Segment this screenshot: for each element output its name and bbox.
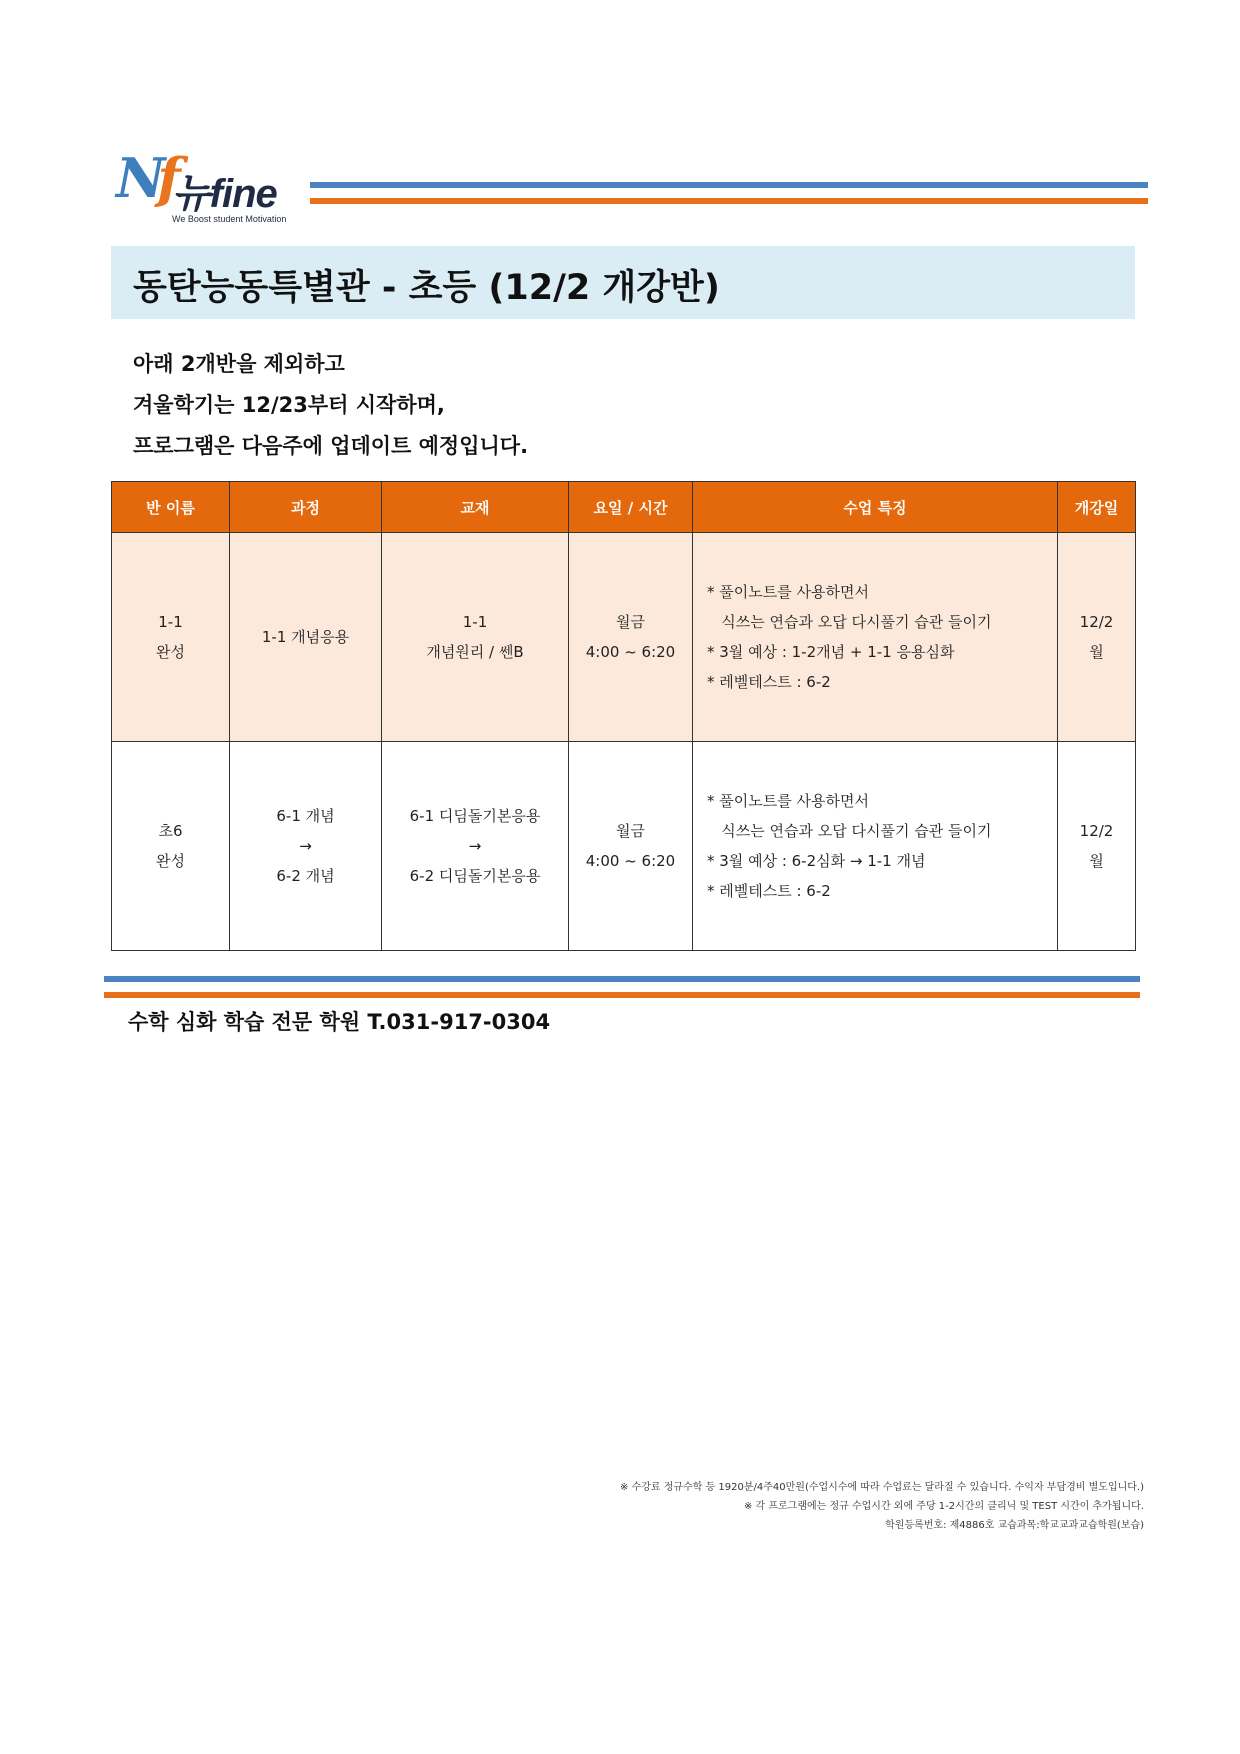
course-cell: 6-1 개념 → 6-2 개념 bbox=[230, 742, 382, 951]
fine-print-line: 학원등록번호: 제4886호 교습과목:학교교과교습학원(보습) bbox=[885, 1520, 1144, 1531]
intro-line: 겨울학기는 12/23부터 시작하며, bbox=[133, 393, 445, 417]
table-row bbox=[112, 533, 1136, 742]
course-cell: 1-1 개념응용 bbox=[230, 533, 382, 742]
start-date-cell: 12/2 월 bbox=[1058, 742, 1136, 951]
header-features: 수업 특징 bbox=[693, 482, 1058, 533]
table-header-row bbox=[112, 482, 1136, 533]
academy-contact: 수학 심화 학습 전문 학원 T.031-917-0304 bbox=[128, 1010, 551, 1034]
fine-print-line: ※ 각 프로그램에는 정규 수업시간 외에 주당 1-2시간의 클리닉 및 TEST 시간이 추가됩니다. bbox=[743, 1501, 1144, 1512]
fine-print-line: ※ 수강료 정규수학 등 1920분/4주40만원(수업시수에 따라 수업료는 달라질 수 있습니다. 수익자 부담경비 별도입니다.) bbox=[620, 1482, 1144, 1493]
intro-line: 프로그램은 다음주에 업데이트 예정입니다. bbox=[133, 434, 529, 458]
header-stripe-blue bbox=[310, 182, 1148, 188]
schedule-cell: 월금 4:00 ~ 6:20 bbox=[569, 533, 693, 742]
intro-text bbox=[133, 344, 528, 467]
brand-name: 뉴fine bbox=[172, 172, 277, 216]
footer-stripe-blue bbox=[104, 976, 1140, 982]
textbook-cell: 1-1 개념원리 / 쎈B bbox=[382, 533, 569, 742]
class-name-cell: 초6 완성 bbox=[112, 742, 230, 951]
brand-logo bbox=[116, 146, 287, 230]
brand-tagline: We Boost student Motivation bbox=[172, 214, 287, 224]
features-cell: * 풀이노트를 사용하면서 식쓰는 연습과 오답 다시풀기 습관 들이기 * 3월 예상 : 1-2개념 + 1-1 응용심화 * 레벨테스트 : 6-2 bbox=[693, 533, 1058, 742]
class-name-cell: 1-1 완성 bbox=[112, 533, 230, 742]
schedule-cell: 월금 4:00 ~ 6:20 bbox=[569, 742, 693, 951]
table-row bbox=[112, 742, 1136, 951]
class-table bbox=[111, 481, 1136, 951]
start-date-cell: 12/2 월 bbox=[1058, 533, 1136, 742]
header-start-date: 개강일 bbox=[1058, 482, 1136, 533]
header-textbook: 교재 bbox=[382, 482, 569, 533]
logo-mark-icon: Nf bbox=[116, 146, 173, 210]
features-cell: * 풀이노트를 사용하면서 식쓰는 연습과 오답 다시풀기 습관 들이기 * 3월 예상 : 6-2심화 → 1-1 개념 * 레벨테스트 : 6-2 bbox=[693, 742, 1058, 951]
header-schedule: 요일 / 시간 bbox=[569, 482, 693, 533]
title-band bbox=[111, 246, 1135, 319]
footer-stripe-orange bbox=[104, 992, 1140, 998]
header-course: 과정 bbox=[230, 482, 382, 533]
page-title: 동탄능동특별관 - 초등 (12/2 개강반) bbox=[133, 268, 720, 308]
intro-line: 아래 2개반을 제외하고 bbox=[133, 352, 345, 376]
header-class-name: 반 이름 bbox=[112, 482, 230, 533]
textbook-cell: 6-1 디딤돌기본응용 → 6-2 디딤돌기본응용 bbox=[382, 742, 569, 951]
fine-print bbox=[620, 1478, 1144, 1535]
header-stripe-orange bbox=[310, 198, 1148, 204]
